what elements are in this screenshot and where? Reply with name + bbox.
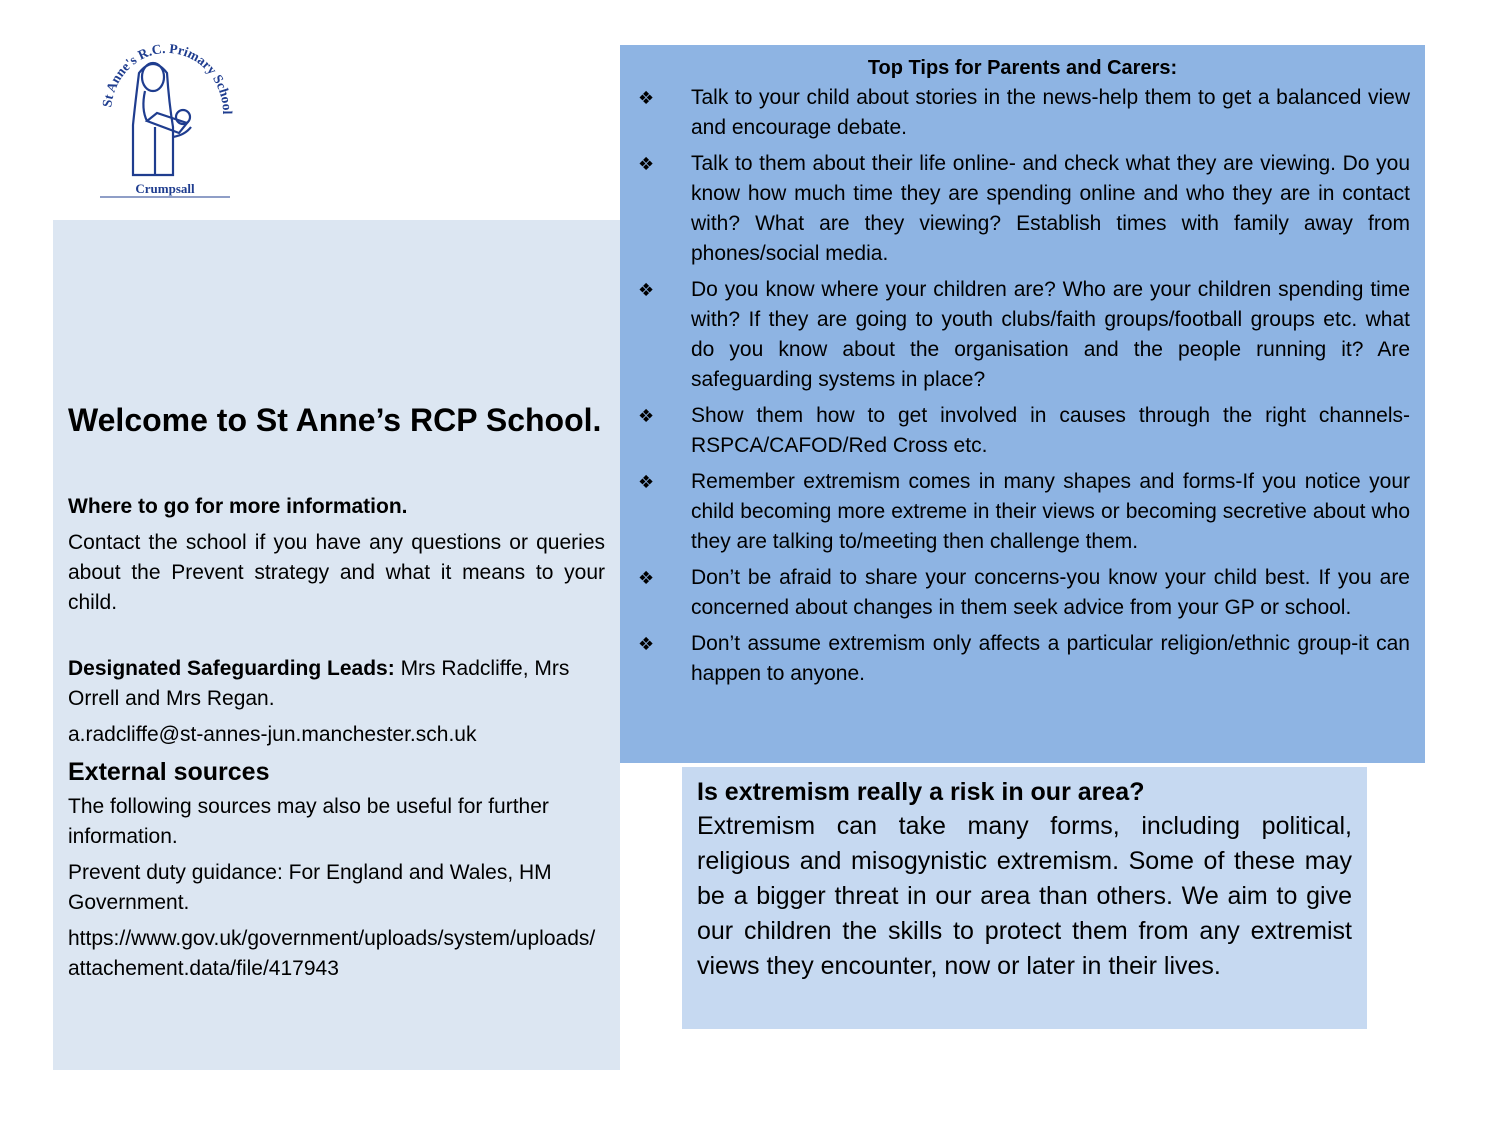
leads-names: Mrs Radcliffe, Mrs Orrell and Mrs Regan. (68, 657, 570, 710)
risk-text: Extremism can take many forms, including political, religious and misogynistic extremism. Some of these may be a bigger threat in our area than others. We aim to give our children the skills to protect them from any extremist views they encounter, now or later in their lives. (697, 812, 1352, 980)
tip-text: Do you know where your children are? Who are your children spending time with? If they are going to youth clubs/faith groups/football groups etc. what do you know about the organisation and the people running it? Are safeguarding systems in place? (691, 278, 1410, 391)
list-item (635, 275, 1410, 395)
diamond-bullet-icon: ❖ (638, 568, 655, 588)
risk-title: Is extremism really a risk in our area? (697, 778, 1145, 806)
list-item (635, 149, 1410, 269)
diamond-bullet-icon: ❖ (638, 472, 655, 492)
tip-text: Talk to them about their life online- and check what they are viewing. Do you know how much time they are spending online and who they are in contact with? What are they viewing? Establish times with family away from phones/social media. (691, 152, 1410, 265)
mother-and-child-icon (133, 63, 191, 175)
tip-text: Don’t assume extremism only affects a particular religion/ethnic group-it can happen to anyone. (691, 632, 1410, 685)
logo-arc-text: St Anne's R.C. Primary School (99, 40, 235, 115)
guidance-reference: Prevent duty guidance: For England and Wales, HM Government. (68, 861, 552, 914)
contact-email[interactable]: a.radcliffe@st-annes-jun.manchester.sch.uk (68, 723, 477, 746)
external-sources-heading: External sources (68, 758, 270, 786)
tip-text: Don’t be afraid to share your concerns-you know your child best. If you are concerned about changes in them seek advice from your GP or school. (691, 566, 1410, 619)
diamond-bullet-icon: ❖ (638, 406, 655, 426)
diamond-bullet-icon: ❖ (638, 280, 655, 300)
list-item (635, 401, 1410, 461)
diamond-bullet-icon: ❖ (638, 88, 655, 108)
school-logo (95, 25, 235, 200)
list-item (635, 563, 1410, 623)
top-tips-panel (620, 45, 1425, 763)
external-sources-text: The following sources may also be useful for further information. (68, 795, 549, 848)
leads-label: Designated Safeguarding Leads: (68, 657, 395, 680)
welcome-panel (53, 220, 620, 1070)
welcome-title: Welcome to St Anne’s RCP School. (68, 402, 602, 438)
diamond-bullet-icon: ❖ (638, 634, 655, 654)
tips-list (635, 83, 1410, 689)
safeguarding-leads (68, 654, 605, 714)
more-info-heading: Where to go for more information. (68, 495, 408, 518)
tip-text: Show them how to get involved in causes through the right channels-RSPCA/CAFOD/Red Cross etc. (691, 404, 1410, 457)
extremism-risk-panel (682, 767, 1367, 1029)
list-item (635, 629, 1410, 689)
diamond-bullet-icon: ❖ (638, 154, 655, 174)
tip-text: Remember extremism comes in many shapes and forms-If you notice your child becoming more extreme in their views or becoming secretive about who they are talking to/meeting then challenge them. (691, 470, 1410, 553)
tip-text: Talk to your child about stories in the news-help them to get a balanced view and encourage debate. (691, 86, 1410, 139)
list-item (635, 467, 1410, 557)
more-info-text: Contact the school if you have any questions or queries about the Prevent strategy and what it means to your child. (68, 531, 605, 614)
contact-info-section (68, 492, 605, 990)
tips-title: Top Tips for Parents and Carers: (867, 57, 1178, 79)
list-item (635, 83, 1410, 143)
logo-bottom-text: Crumpsall (135, 181, 195, 196)
guidance-url[interactable]: https://www.gov.uk/government/uploads/system/uploads/attachement.data/file/417943 (68, 927, 596, 980)
